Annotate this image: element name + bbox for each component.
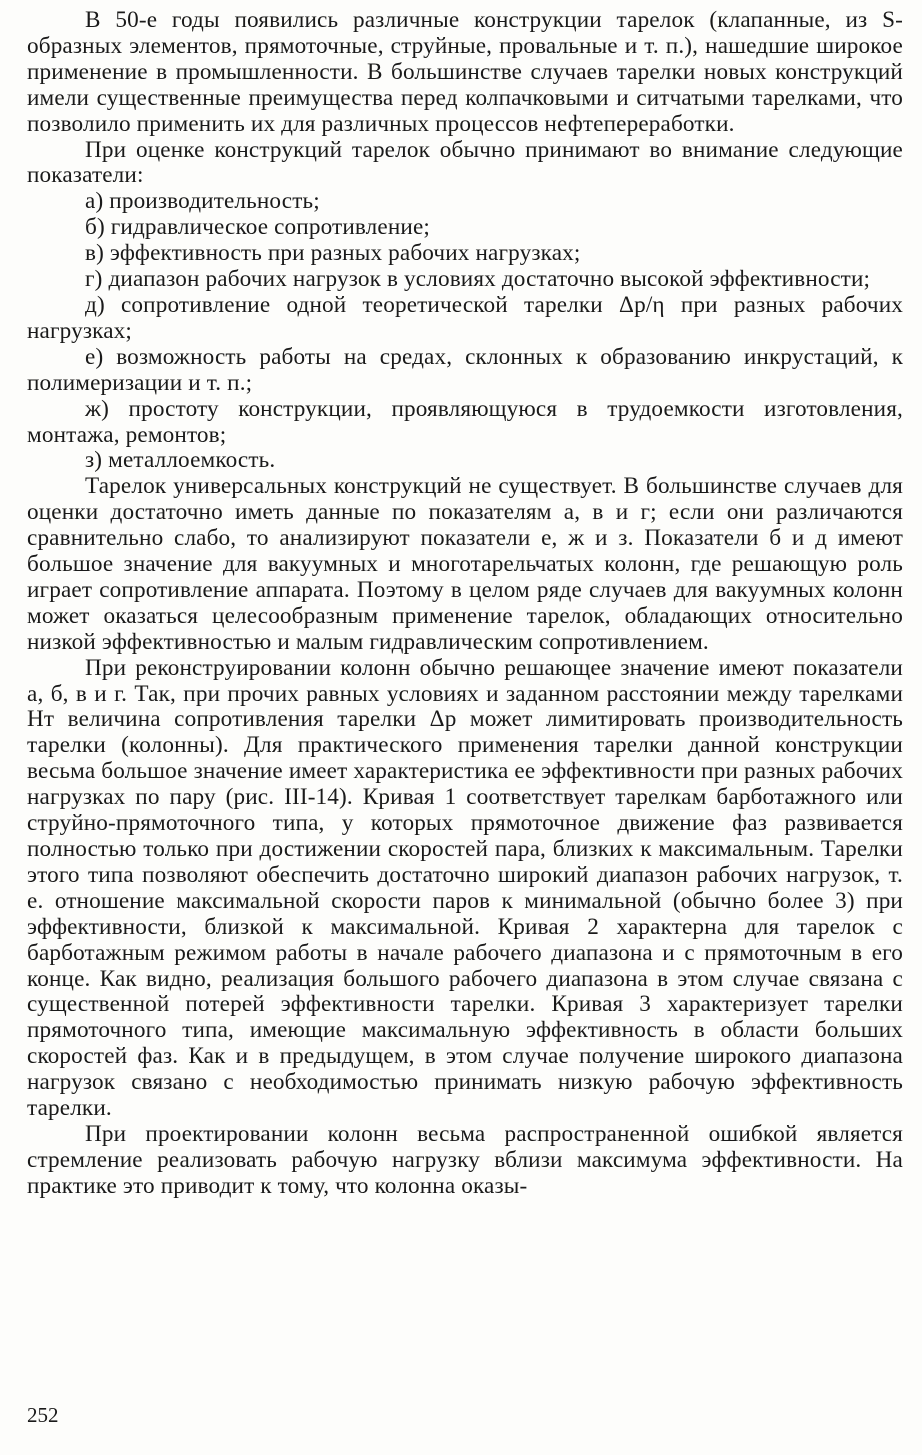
list-item-a: а) производительность; [85, 188, 320, 215]
list-item-d: д) сопротивление одной теоретической тарелки Δp/η при разных рабочих нагрузках; [27, 291, 903, 344]
body-text [27, 8, 903, 1200]
paragraph-criteria-lead: При оценке конструкций тарелок обычно принимают во внимание следующие показатели: [27, 136, 903, 189]
paragraph-intro: В 50-е годы появились различные конструкции тарелок (клапанные, из S-образных элементов, прямоточные, струйные, провальные и т. п.), нашедшие широкое применение в промышленности. В большинстве случаев тарелки новых конструкций имели существенные преимущества перед колпачковыми и ситчатыми тарелками, что позволило применить их для различных процессов нефтепереработки. [27, 7, 903, 137]
list-item-e: е) возможность работы на средах, склонных к образованию инкрустаций, к полимеризации и т. п.; [27, 343, 903, 396]
list-item-g: г) диапазон рабочих нагрузок в условиях достаточно высокой эффективности; [85, 266, 871, 293]
list-item-b: б) гидравлическое сопротивление; [85, 214, 430, 241]
list-item-v: в) эффективность при разных рабочих нагрузках; [85, 240, 581, 267]
paragraph-universal: Тарелок универсальных конструкций не существует. В большинстве случаев для оценки достаточно иметь данные по показателям а, в и г; если они различаются сравнительно слабо, то анализируют показатели е, ж и з. Показатели б и д имеют большое значение для вакуумных и многотарельчатых колонн, где решающую роль играет сопротивление аппарата. Поэтому в целом ряде случаев для вакуумных колонн может оказаться целесообразным применение тарелок, обладающих относительно низкой эффективностью и малым гидравлическим сопротивлением. [27, 473, 903, 655]
paragraph-reconstruction: При реконструировании колонн обычно решающее значение имеют показатели а, б, в и г. Так, при прочих равных условиях и заданном расстоянии между тарелками Hт величина сопротивления тарелки Δp может лимитировать производительность тарелки (колонны). Для практического применения тарелки данной конструкции весьма большое значение имеет характеристика ее эффективности при разных рабочих нагрузках по пару (рис. III-14). Кривая 1 соответствует тарелкам барботажного или струйно-прямоточного типа, у которых прямоточное движение фаз развивается полностью только при достижении скоростей пара, близких к максимальным. Тарелки этого типа позволяют обеспечить достаточно широкий диапазон рабочих нагрузок, т. е. отношение максимальной скорости паров к минимальной (обычно более 3) при эффективности, близкой к максимальной. Кривая 2 характерна для тарелок с барботажным режимом работы в начале рабочего диапазона и с прямоточным в его конце. Как видно, реализация большого рабочего диапазона в этом случае связана с существенной потерей эффективности тарелки. Кривая 3 характеризует тарелки прямоточного типа, имеющие максимальную эффективность в области больших скоростей фаз. Как и в предыдущем, в этом случае получение широкого диапазона нагрузок связано с необходимостью принимать низкую рабочую эффективность тарелки. [27, 654, 903, 1122]
page-number: 252 [27, 1403, 59, 1427]
paragraph-design: При проектировании колонн весьма распространенной ошибкой является стремление реализовать рабочую нагрузку вблизи максимума эффективности. На практике это приводит к тому, что колонна оказы- [27, 1120, 903, 1199]
list-item-zh: ж) простоту конструкции, проявляющуюся в трудоемкости изготовления, монтажа, ремонтов; [27, 395, 903, 448]
list-item-z: з) металлоемкость. [85, 447, 276, 474]
